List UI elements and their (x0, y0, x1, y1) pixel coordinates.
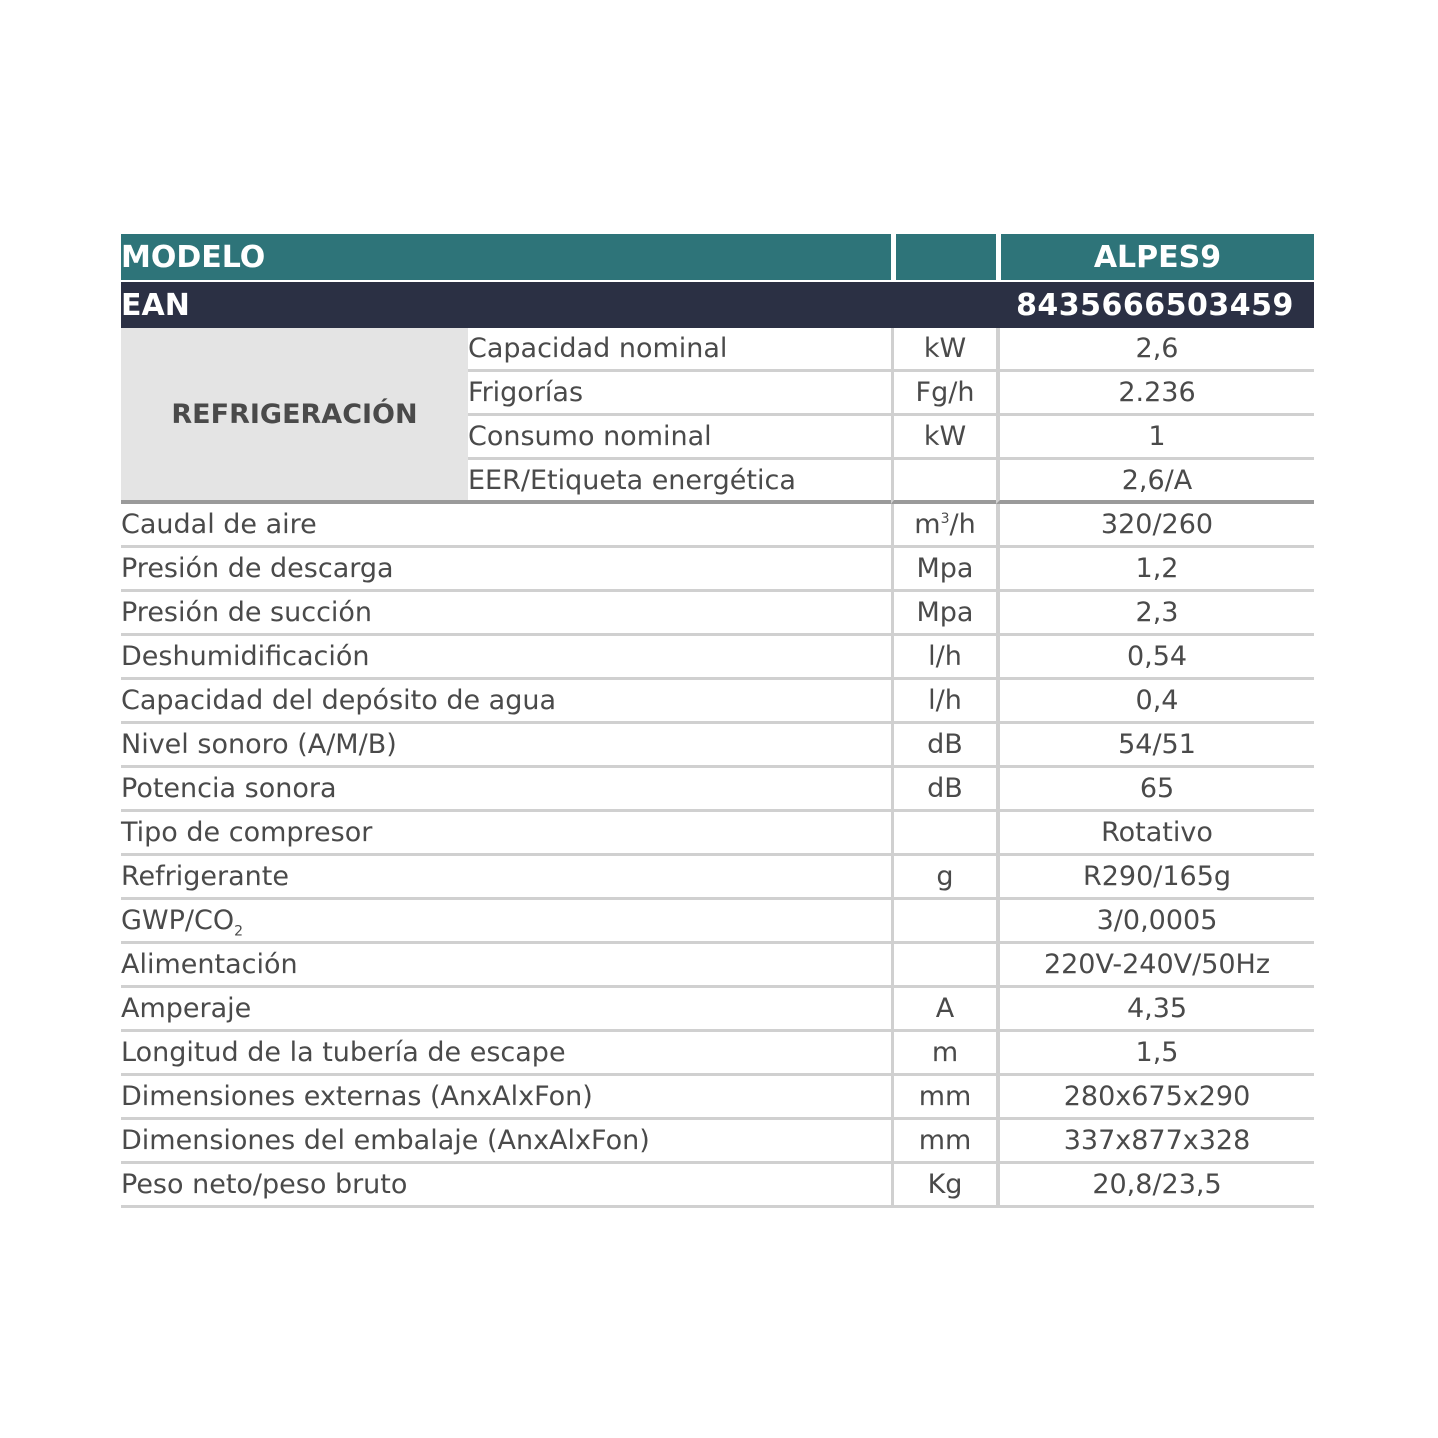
spec-value: 0,54 (996, 636, 1314, 680)
spec-unit (891, 812, 996, 856)
model-header-row (121, 234, 1314, 280)
spec-row (121, 680, 1314, 724)
spec-label: Capacidad nominal (468, 328, 891, 372)
spec-value: 1,5 (996, 1032, 1314, 1076)
spec-table (121, 234, 1314, 1208)
ean-header-row (121, 280, 1314, 328)
spec-row (121, 1164, 1314, 1208)
model-unit-blank (891, 234, 996, 280)
spec-unit: dB (891, 768, 996, 812)
spec-label: Alimentación (121, 944, 891, 988)
label-subscript: 2 (234, 923, 244, 940)
model-value: ALPES9 (996, 234, 1314, 280)
spec-unit (891, 460, 996, 504)
spec-value: 2,6 (996, 328, 1314, 372)
unit-suffix: /h (949, 509, 976, 540)
spec-value: 220V-240V/50Hz (996, 944, 1314, 988)
spec-row (121, 812, 1314, 856)
spec-label (121, 900, 891, 944)
spec-label: Refrigerante (121, 856, 891, 900)
spec-value: 1,2 (996, 548, 1314, 592)
spec-label: Dimensiones externas (AnxAlxFon) (121, 1076, 891, 1120)
spec-value: 2,3 (996, 592, 1314, 636)
label-base: GWP/CO (121, 905, 235, 936)
spec-unit: m (891, 1032, 996, 1076)
spec-row (121, 724, 1314, 768)
spec-row (121, 988, 1314, 1032)
spec-value: 3/0,0005 (996, 900, 1314, 944)
ean-value: 8435666503459 (996, 280, 1314, 328)
spec-unit: mm (891, 1120, 996, 1164)
spec-unit (891, 504, 996, 548)
spec-value: R290/165g (996, 856, 1314, 900)
spec-row (121, 944, 1314, 988)
spec-row (121, 1032, 1314, 1076)
spec-label: Tipo de compresor (121, 812, 891, 856)
spec-unit: A (891, 988, 996, 1032)
spec-value: 337x877x328 (996, 1120, 1314, 1164)
spec-unit: Kg (891, 1164, 996, 1208)
spec-label: Longitud de la tubería de escape (121, 1032, 891, 1076)
refrigeracion-title: REFRIGERACIÓN (121, 328, 468, 504)
spec-unit (891, 900, 996, 944)
spec-unit: Fg/h (891, 372, 996, 416)
spec-value: 4,35 (996, 988, 1314, 1032)
spec-value: 2.236 (996, 372, 1314, 416)
spec-unit: mm (891, 1076, 996, 1120)
spec-unit: kW (891, 328, 996, 372)
spec-label: Dimensiones del embalaje (AnxAlxFon) (121, 1120, 891, 1164)
spec-value: Rotativo (996, 812, 1314, 856)
spec-unit: kW (891, 416, 996, 460)
spec-value: 20,8/23,5 (996, 1164, 1314, 1208)
spec-label: Nivel sonoro (A/M/B) (121, 724, 891, 768)
refrigeracion-row (121, 328, 1314, 372)
spec-row (121, 1076, 1314, 1120)
spec-label: Deshumidificación (121, 636, 891, 680)
spec-label: Peso neto/peso bruto (121, 1164, 891, 1208)
spec-row (121, 900, 1314, 944)
spec-value: 0,4 (996, 680, 1314, 724)
spec-row (121, 548, 1314, 592)
model-label: MODELO (121, 234, 891, 280)
spec-unit: Mpa (891, 592, 996, 636)
spec-unit: l/h (891, 636, 996, 680)
spec-unit: Mpa (891, 548, 996, 592)
spec-value: 54/51 (996, 724, 1314, 768)
spec-label: Presión de descarga (121, 548, 891, 592)
spec-unit: dB (891, 724, 996, 768)
spec-value: 65 (996, 768, 1314, 812)
spec-unit: g (891, 856, 996, 900)
spec-row (121, 856, 1314, 900)
spec-label: Caudal de aire (121, 504, 891, 548)
spec-row (121, 592, 1314, 636)
spec-unit (891, 944, 996, 988)
spec-value: 320/260 (996, 504, 1314, 548)
spec-label: EER/Etiqueta energética (468, 460, 891, 504)
spec-row (121, 636, 1314, 680)
spec-label: Presión de succión (121, 592, 891, 636)
spec-row (121, 1120, 1314, 1164)
unit-superscript: 3 (940, 511, 950, 527)
spec-label: Consumo nominal (468, 416, 891, 460)
spec-label: Amperaje (121, 988, 891, 1032)
unit-base: m (914, 509, 941, 540)
spec-label: Frigorías (468, 372, 891, 416)
spec-unit: l/h (891, 680, 996, 724)
spec-row (121, 768, 1314, 812)
spec-label: Potencia sonora (121, 768, 891, 812)
spec-label: Capacidad del depósito de agua (121, 680, 891, 724)
spec-value: 1 (996, 416, 1314, 460)
spec-row (121, 504, 1314, 548)
spec-value: 280x675x290 (996, 1076, 1314, 1120)
spec-value: 2,6/A (996, 460, 1314, 504)
ean-label: EAN (121, 280, 996, 328)
